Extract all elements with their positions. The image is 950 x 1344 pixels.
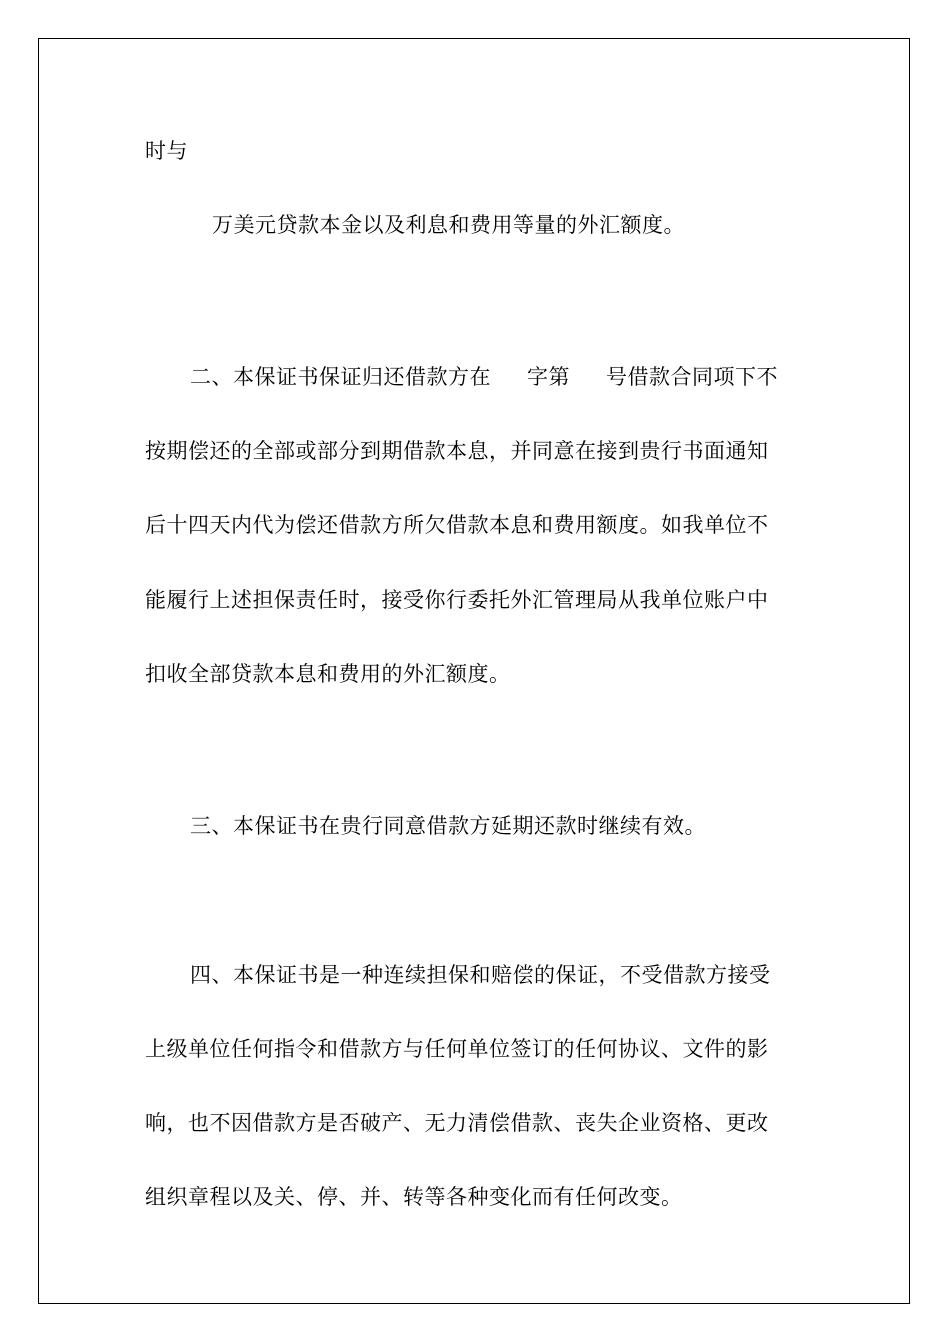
paragraph-4-line-4: 组织章程以及关、停、并、转等各种变化而有任何改变。 — [145, 1185, 683, 1209]
paragraph-2-segment-1: 二、本保证书保证归还借款方在 — [190, 365, 491, 389]
paragraph-2-line-2: 按期偿还的全部或部分到期借款本息，并同意在接到贵行书面通知 — [145, 439, 769, 463]
paragraph-2-line-4: 能履行上述担保责任时，接受你行委托外汇管理局从我单位账户中 — [145, 588, 769, 612]
paragraph-2-line-1 — [190, 362, 850, 392]
paragraph-4-line-1: 四、本保证书是一种连续担保和赔偿的保证，不受借款方接受 — [190, 963, 771, 987]
paragraph-2-segment-3: 号借款合同项下不 — [606, 365, 778, 389]
paragraph-2-segment-2: 字第 — [527, 365, 570, 389]
paragraph-3-line-1: 三、本保证书在贵行同意借款方延期还款时继续有效。 — [190, 814, 706, 838]
text-line-1: 时与 — [145, 139, 188, 163]
paragraph-4-line-2: 上级单位任何指令和借款方与任何单位签订的任何协议、文件的影 — [145, 1037, 769, 1061]
paragraph-2-line-3: 后十四天内代为偿还借款方所欠借款本息和费用额度。如我单位不 — [145, 513, 769, 537]
paragraph-2-line-5: 扣收全部贷款本息和费用的外汇额度。 — [145, 662, 511, 686]
text-line-2: 万美元贷款本金以及利息和费用等量的外汇额度。 — [212, 213, 685, 237]
paragraph-4-line-3: 响，也不因借款方是否破产、无力清偿借款、丧失企业资格、更改 — [145, 1111, 769, 1135]
